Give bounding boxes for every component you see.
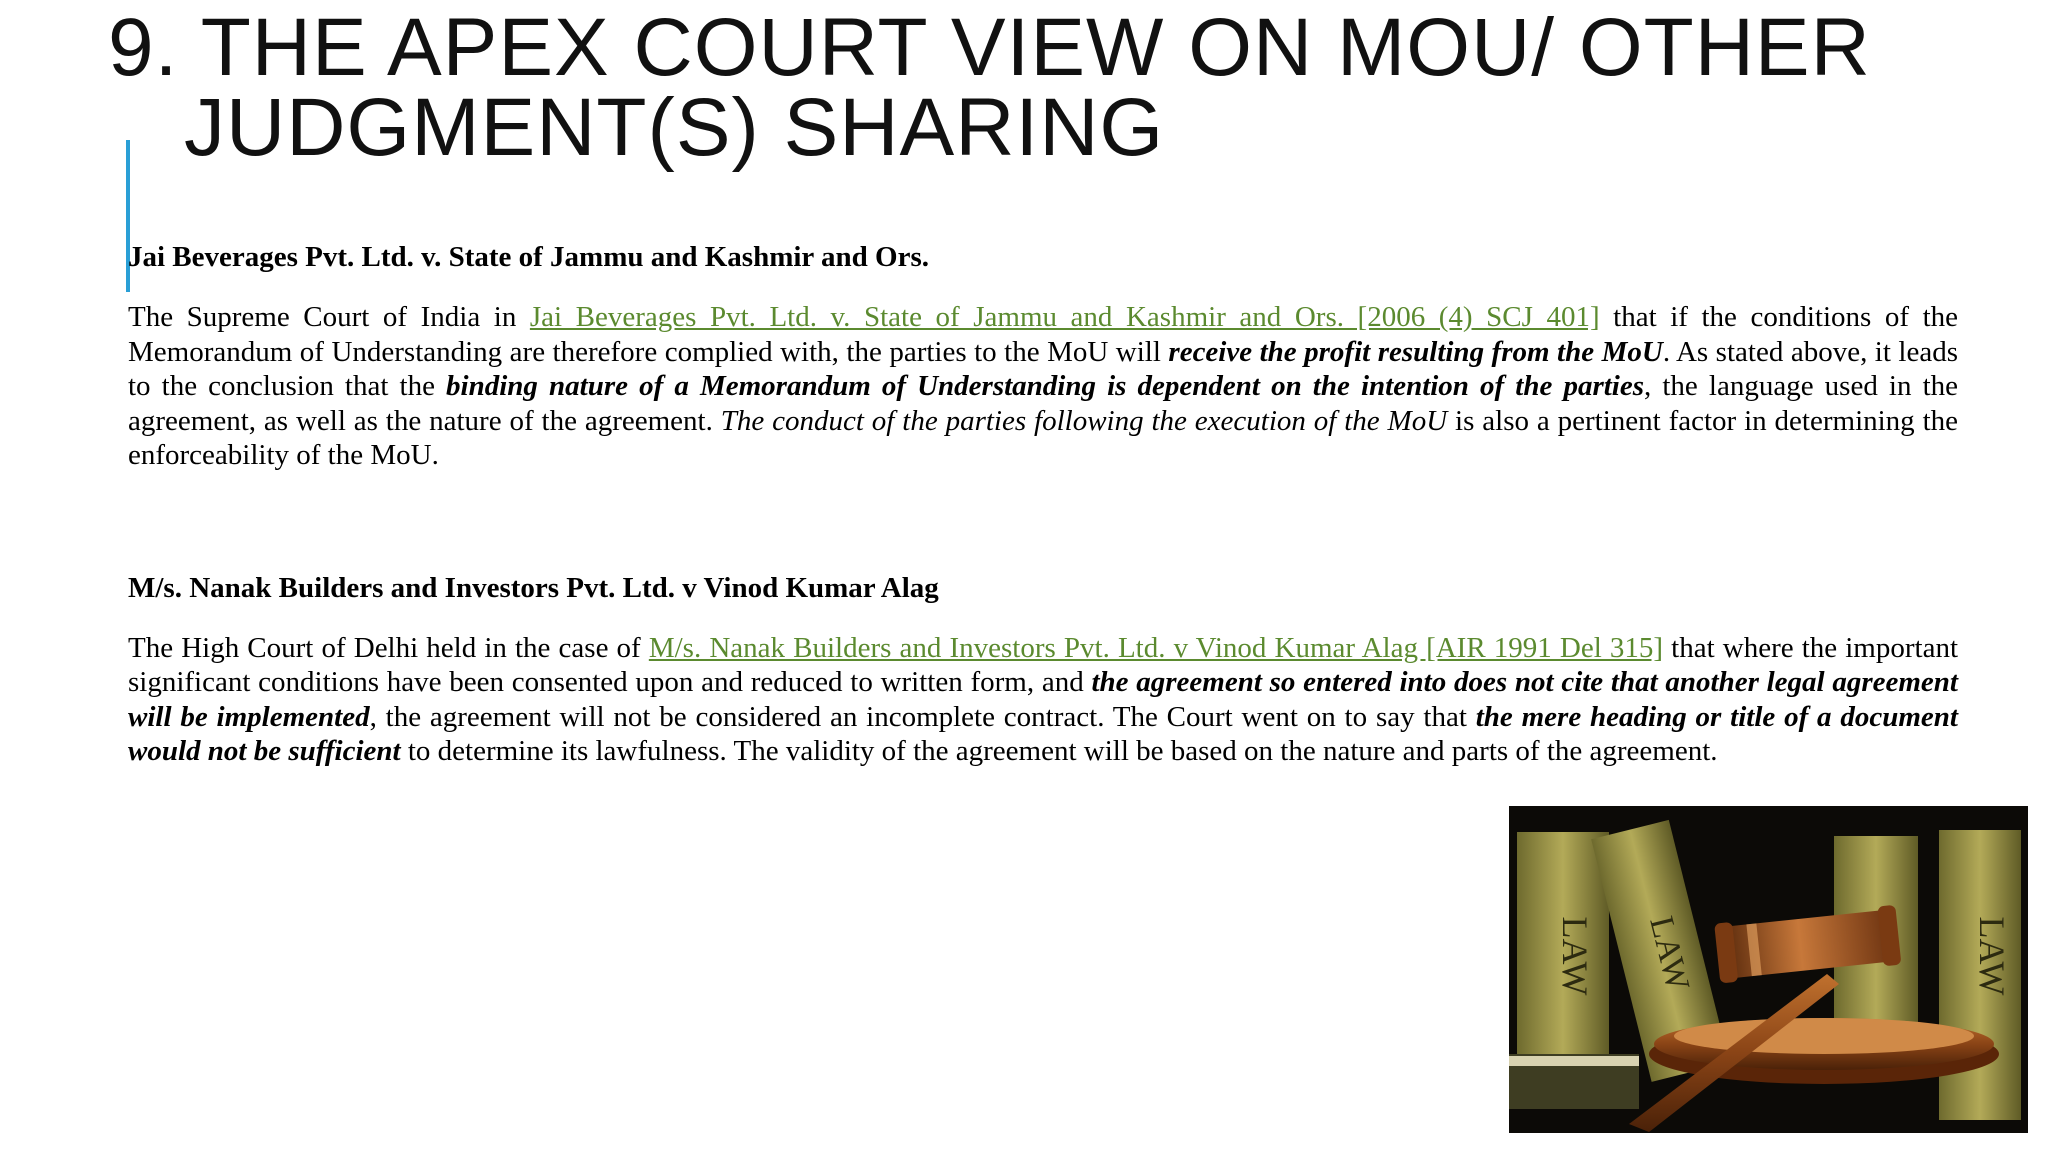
case-paragraph <box>128 631 1958 769</box>
slide-title <box>108 2 2018 173</box>
paragraph-text: The Supreme Court of India in <box>128 301 530 333</box>
paragraph-text: , the agreement will not be considered an incomplete contract. The Court went on to say that <box>369 700 1476 733</box>
sound-block <box>1674 1018 1974 1054</box>
case-heading: M/s. Nanak Builders and Investors Pvt. Ltd. v Vinod Kumar Alag <box>128 571 939 604</box>
paragraph-text: The High Court of Delhi held in the case of <box>128 631 649 664</box>
case-citation-link[interactable]: Jai Beverages Pvt. Ltd. v. State of Jammu and Kashmir and Ors. [2006 (4) SCJ 401] <box>529 301 1600 333</box>
paragraph-text: . As stated above, it leads to the conclusion that the <box>128 335 1958 402</box>
case-section-jai-beverages <box>128 240 1958 473</box>
slide-title-line-2: JUDGMENT(S) SHARING <box>184 82 1165 173</box>
paragraph-text: that if the conditions of the Memorandum of Understanding are therefore complied with, the parties to the MoU will <box>128 301 1958 368</box>
book-spine-label: LAW <box>1642 912 1697 995</box>
emphasis-text: the mere heading or title of a document would not be sufficient <box>128 700 1958 767</box>
book-pages <box>1509 1056 1639 1066</box>
case-citation-link[interactable]: M/s. Nanak Builders and Investors Pvt. Ltd. v Vinod Kumar Alag [AIR 1991 Del 315] <box>648 631 1664 664</box>
law-books-gavel-image <box>1509 806 2028 1133</box>
case-section-nanak-builders <box>128 571 1958 769</box>
slide-content <box>128 240 1958 769</box>
case-heading: Jai Beverages Pvt. Ltd. v. State of Jammu and Kashmir and Ors. <box>128 241 929 273</box>
emphasis-text: receive the profit resulting from the MoU <box>1168 335 1663 368</box>
paragraph-text: , the language used in the agreement, as well as the nature of the agreement. <box>128 370 1959 437</box>
paragraph-text: that where the important significant conditions have been consented upon and reduced to written form, and <box>128 631 1959 698</box>
case-paragraph <box>128 300 1958 473</box>
italic-text: The conduct of the parties following the execution of the MoU <box>720 404 1448 437</box>
book-spine-label: LAW <box>1972 916 2012 996</box>
emphasis-text: binding nature of a Memorandum of Understanding is dependent on the intention of the parties <box>446 370 1645 402</box>
paragraph-text: to determine its lawfulness. The validity of the agreement will be based on the nature and parts of the agreement. <box>400 735 1718 767</box>
slide-title-line-1: 9. THE APEX COURT VIEW ON MOU/ OTHER <box>108 2 1871 93</box>
book-spine-label: LAW <box>1555 916 1595 996</box>
paragraph-text: is also a pertinent factor in determining the enforceability of the MoU. <box>128 404 1958 471</box>
emphasis-text: the agreement so entered into does not cite that another legal agreement will be implemented <box>128 666 1958 733</box>
